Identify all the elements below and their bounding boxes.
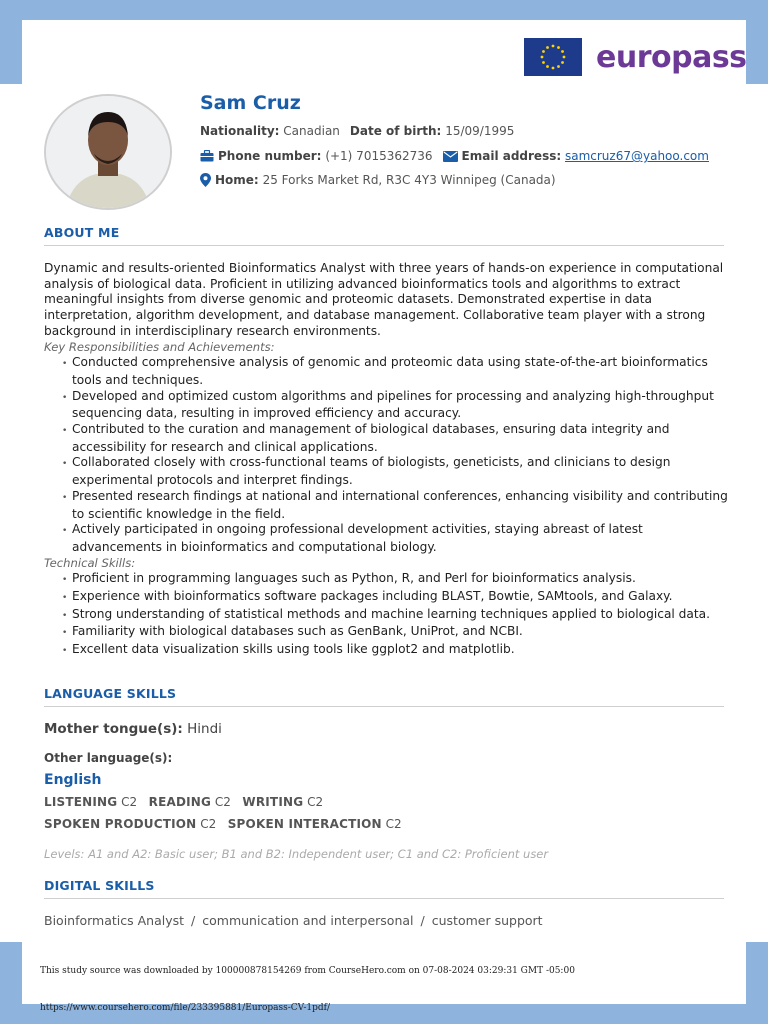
mother-tongue-label: Mother tongue(s): [44,721,183,737]
phone-value: (+1) 7015362736 [325,149,433,163]
source-url[interactable]: https://www.coursehero.com/file/233395881/Europass-CV-1pdf/ [40,1003,330,1013]
language-spoken-row [44,817,402,831]
mother-tongue [44,721,222,737]
language-section-title: LANGUAGE SKILLS [44,686,724,707]
list-item: • Actively participated in ongoing professional development activities, staying abreast of latest advancements in bioinformatics and computational biology. [44,522,728,555]
phone-label: Phone number: [218,149,322,163]
writing-label: WRITING [242,795,304,809]
dob-label: Date of birth: [349,124,442,138]
spoken-interaction-label: SPOKEN INTERACTION [227,817,382,831]
digital-skill: communication and interpersonal [202,913,414,928]
nationality-value: Canadian [283,124,340,138]
eu-flag-icon [524,38,582,76]
spoken-production-label: SPOKEN PRODUCTION [44,817,197,831]
dob-value: 15/09/1995 [445,124,515,138]
responsibilities-list [44,355,728,555]
list-item: • Familiarity with biological databases such as GenBank, UniProt, and NCBI. [44,624,728,642]
listening-level: C2 [121,795,138,809]
language-name: English [44,772,102,788]
home-label: Home: [215,173,259,187]
list-item: • Contributed to the curation and management of biological databases, ensuring data integrity and accessibility for research and clinical applications. [44,422,728,455]
spoken-interaction-level: C2 [385,817,402,831]
listening-label: LISTENING [44,795,118,809]
europass-wordmark: europass [596,39,747,75]
separator: / [420,913,425,928]
person-name: Sam Cruz [200,92,301,114]
spoken-production-level: C2 [200,817,217,831]
email-label: Email address: [461,149,562,163]
list-item: • Conducted comprehensive analysis of genomic and proteomic data using state-of-the-art bioinformatics tools and techniques. [44,355,728,388]
language-levels-row [44,795,323,809]
list-item: • Excellent data visualization skills using tools like ggplot2 and matplotlib. [44,642,728,660]
europass-logo [524,38,747,76]
list-item: • Presented research findings at national and international conferences, enhancing visibility and contributing to scientific knowledge in the field. [44,489,728,522]
mother-tongue-value: Hindi [187,721,222,737]
separator: / [191,913,196,928]
about-section-body [44,261,728,660]
about-summary: Dynamic and results-oriented Bioinformatics Analyst with three years of hands-on experience in computational analysis of biological data. Proficient in utilizing advanced bioinformatics tools and algorithms to extract meaningful insights from diverse genomic and proteomic datasets. Demonstrated expertise in data interpretation, algorithm development, and database management. Collaborative team player with a strong background in interdisciplinary research environments. [44,261,724,338]
reading-level: C2 [214,795,231,809]
profile-photo [44,94,172,210]
list-item: • Developed and optimized custom algorithms and pipelines for processing and analyzing high-throughput sequencing data, resulting in improved efficiency and accuracy. [44,389,728,422]
digital-skill: customer support [431,913,543,928]
digital-skill: Bioinformatics Analyst [44,913,185,928]
list-item: • Proficient in programming languages such as Python, R, and Perl for bioinformatics analysis. [44,571,728,589]
envelope-icon [443,151,458,162]
address-line [200,173,556,187]
map-pin-icon [200,173,211,187]
levels-note: Levels: A1 and A2: Basic user; B1 and B2: Independent user; C1 and C2: Proficient user [44,847,549,861]
list-item: • Strong understanding of statistical methods and machine learning techniques applied to biological data. [44,607,728,625]
technical-skills-heading: Technical Skills: [44,555,136,570]
cv-page [22,20,746,1004]
digital-skills-list [44,913,543,928]
writing-level: C2 [307,795,324,809]
other-languages-label: Other language(s): [44,751,173,765]
list-item: • Collaborated closely with cross-functional teams of biologists, geneticists, and clinicians to design experimental protocols and interpret findings. [44,455,728,488]
download-notice: This study source was downloaded by 100000878154269 from CourseHero.com on 07-08-2024 03:29:31 GMT -05:00 [40,966,575,976]
home-value: 25 Forks Market Rd, R3C 4Y3 Winnipeg (Canada) [262,173,556,187]
list-item: • Experience with bioinformatics software packages including BLAST, Bowtie, SAMtools, and Galaxy. [44,589,728,607]
responsibilities-heading: Key Responsibilities and Achievements: [44,339,275,354]
personal-details-line [200,124,514,138]
technical-skills-list [44,571,728,660]
reading-label: READING [148,795,212,809]
about-section-title: ABOUT ME [44,225,724,246]
contact-line [200,149,709,163]
nationality-label: Nationality: [200,124,280,138]
briefcase-icon [200,150,214,162]
email-link[interactable]: samcruz67@yahoo.com [564,149,709,163]
digital-section-title: DIGITAL SKILLS [44,878,724,899]
